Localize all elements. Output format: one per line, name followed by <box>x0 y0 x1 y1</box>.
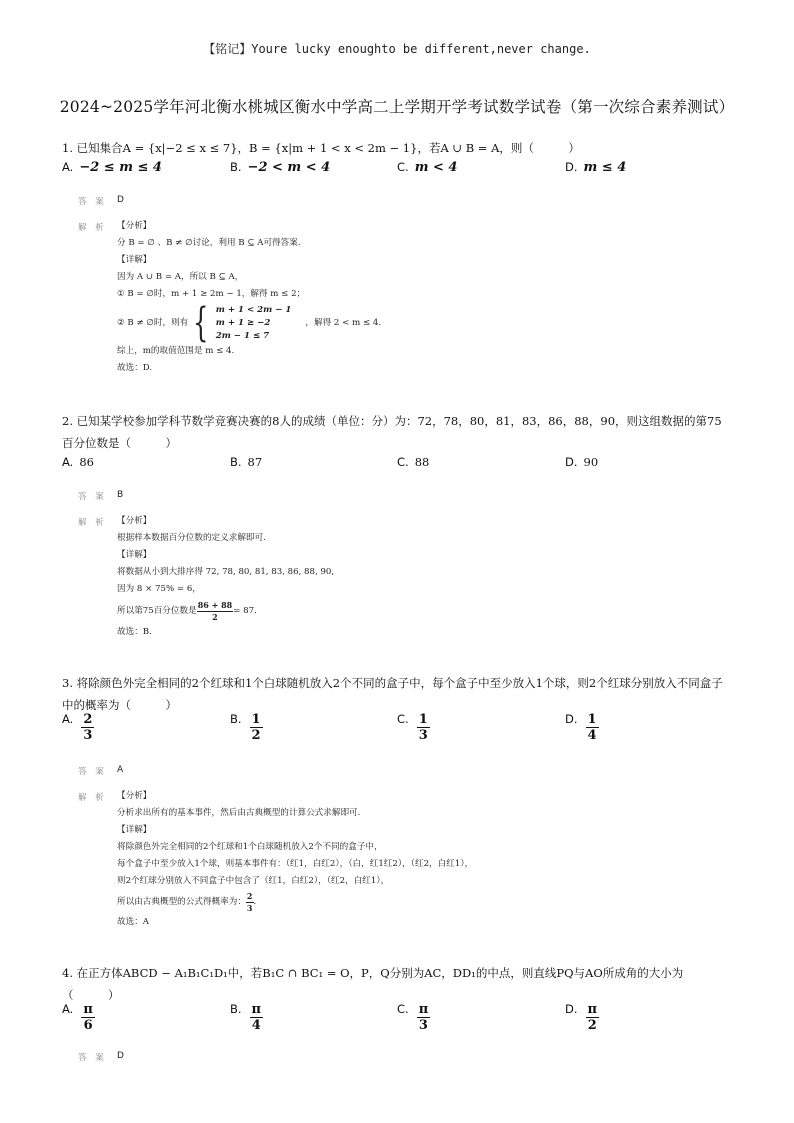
answer-label: 答 案 <box>78 197 107 207</box>
q3-option-c[interactable]: C. $\frac{1}{3}$ <box>397 712 428 743</box>
q2-solution: 【分析】 根据样本数据百分位数的定义求解即可. 【详解】 将数据从小到大排序得 72, 78, 80, 81, 83, 86, 88, 90, 因为 8 × 75% = 6， 所以第75百分位数是 $\frac{86 + 88}{2}$ = 87. 故选：B. <box>117 513 697 641</box>
q2-option-a[interactable]: A. 86 <box>62 455 94 469</box>
q1-option-b[interactable]: B. −2 < m < 4 <box>230 160 331 175</box>
fraction: $\frac{86 + 88}{2}$ <box>197 599 233 622</box>
question-2-stem: 2. 已知某学校参加学科节数学竞赛决赛的8人的成绩（单位：分）为：72，78，80，81，83，86，88，90，则这组数据的第75百分位数是（ ） <box>62 414 722 450</box>
q4-option-b[interactable]: B. $\frac{\pi}{4}$ <box>230 1002 262 1033</box>
analysis-label: 解 析 <box>78 793 107 803</box>
q2-option-d[interactable]: D. 90 <box>565 455 599 469</box>
fraction: $\frac{1}{3}$ <box>418 712 428 743</box>
fraction: $\frac{\pi}{6}$ <box>83 1002 93 1033</box>
fraction: $\frac{\pi}{4}$ <box>251 1002 262 1033</box>
q3-option-d[interactable]: D. $\frac{1}{4}$ <box>565 712 597 743</box>
q3-option-b[interactable]: B. $\frac{1}{2}$ <box>230 712 261 743</box>
answer-label: 答 案 <box>78 1053 107 1063</box>
q4-option-d[interactable]: D. $\frac{\pi}{2}$ <box>565 1002 598 1033</box>
q1-option-d[interactable]: D. m ≤ 4 <box>565 160 627 175</box>
answer-label: 答 案 <box>78 767 107 777</box>
question-1-stem: 1. 已知集合A = {x|−2 ≤ x ≤ 7}，B = {x|m + 1 < x < 2m − 1}，若A ∪ B = A，则（ ） <box>62 141 580 155</box>
fraction: $\frac{\pi}{3}$ <box>418 1002 429 1033</box>
q1-option-c[interactable]: C. m < 4 <box>397 160 458 175</box>
q3-frac-line: 所以由古典概型的公式得概率为： 2 3 . <box>117 890 257 913</box>
system-of-inequalities: { m + 1 < 2m − 1 m + 1 ≥ −2 2m − 1 ≤ 7 <box>193 300 292 346</box>
analysis-label: 解 析 <box>78 223 107 233</box>
question-3-options <box>62 712 742 748</box>
q2-answer: B <box>117 490 124 500</box>
fraction: 2 3 <box>246 890 253 913</box>
q4-option-c[interactable]: C. $\frac{\pi}{3}$ <box>397 1002 429 1033</box>
question-3-stem: 3. 将除颜色外完全相同的2个红球和1个白球随机放入2个不同的盒子中，每个盒子中至少放入1个球，则2个红球分别放入不同盒子中的概率为（ ） <box>62 676 723 712</box>
q2-frac-line: 所以第75百分位数是 $\frac{86 + 88}{2}$ = 87. <box>117 599 257 622</box>
q4-option-a[interactable]: A. $\frac{\pi}{6}$ <box>62 1002 93 1033</box>
page-title: 2024~2025学年河北衡水桃城区衡水中学高二上学期开学考试数学试卷（第一次综合素养测试） <box>59 98 735 116</box>
q1-answer: D <box>117 195 124 205</box>
fraction: $\frac{1}{2}$ <box>251 712 261 743</box>
motto: 【铭记】Youre lucky enoughto be different,never change. <box>203 42 591 56</box>
question-2-options <box>62 455 742 491</box>
q3-solution: 【分析】 分析求出所有的基本事件，然后由古典概型的计算公式求解即可. 【详解】 将除颜色外完全相同的2个红球和1个白球随机放入2个不同的盒子中， 每个盒子中至少放入1个球，则基本事件有：（红1，白红2），（白，红1红2），（红2，白红1）， 则2个红球分别放入不同盒子中包含了（红1，白红2），（红2，白红1）， 所以由古典概型的公式得概率为： 2 3 . 故选：A <box>117 788 697 931</box>
q2-option-c[interactable]: C. 88 <box>397 455 430 469</box>
q3-answer: A <box>117 765 124 775</box>
question-4-stem: 4. 在正方体ABCD − A₁B₁C₁D₁中，若B₁C ∩ BC₁ = O，P，Q分别为AC，DD₁的中点，则直线PQ与AO所成角的大小为（ ） <box>62 966 684 1002</box>
q1-option-a[interactable]: A. −2 ≤ m ≤ 4 <box>62 160 162 175</box>
q4-answer: D <box>117 1051 124 1061</box>
fraction: $\frac{\pi}{2}$ <box>587 1002 598 1033</box>
q3-option-a[interactable]: A. $\frac{2}{3}$ <box>62 712 93 743</box>
fraction: $\frac{1}{4}$ <box>587 712 597 743</box>
q2-option-b[interactable]: B. 87 <box>230 455 263 469</box>
q1-solution: 【分析】 分 B = ∅ 、B ≠ ∅讨论，利用 B ⊆ A可得答案. 【详解】 因为 A ∪ B = A，所以 B ⊆ A， ① B = ∅时，m + 1 ≥ 2m − 1，解得 m ≤ 2； ② B ≠ ∅时，则有 { m + 1 < 2m − 1 m + 1 ≥ −2 2m − 1 ≤ 7 ，解得 2 < m ≤ 4. 综上，m的取值范围是 m ≤ 4. 故选：D. <box>117 218 697 377</box>
analysis-label: 解 析 <box>78 518 107 528</box>
question-4-options <box>62 1002 742 1038</box>
q1-system-line: ② B ≠ ∅时，则有 { m + 1 < 2m − 1 m + 1 ≥ −2 2m − 1 ≤ 7 ，解得 2 < m ≤ 4. <box>117 300 382 346</box>
answer-label: 答 案 <box>78 492 107 502</box>
question-1-options <box>62 160 742 196</box>
fraction: $\frac{2}{3}$ <box>83 712 93 743</box>
